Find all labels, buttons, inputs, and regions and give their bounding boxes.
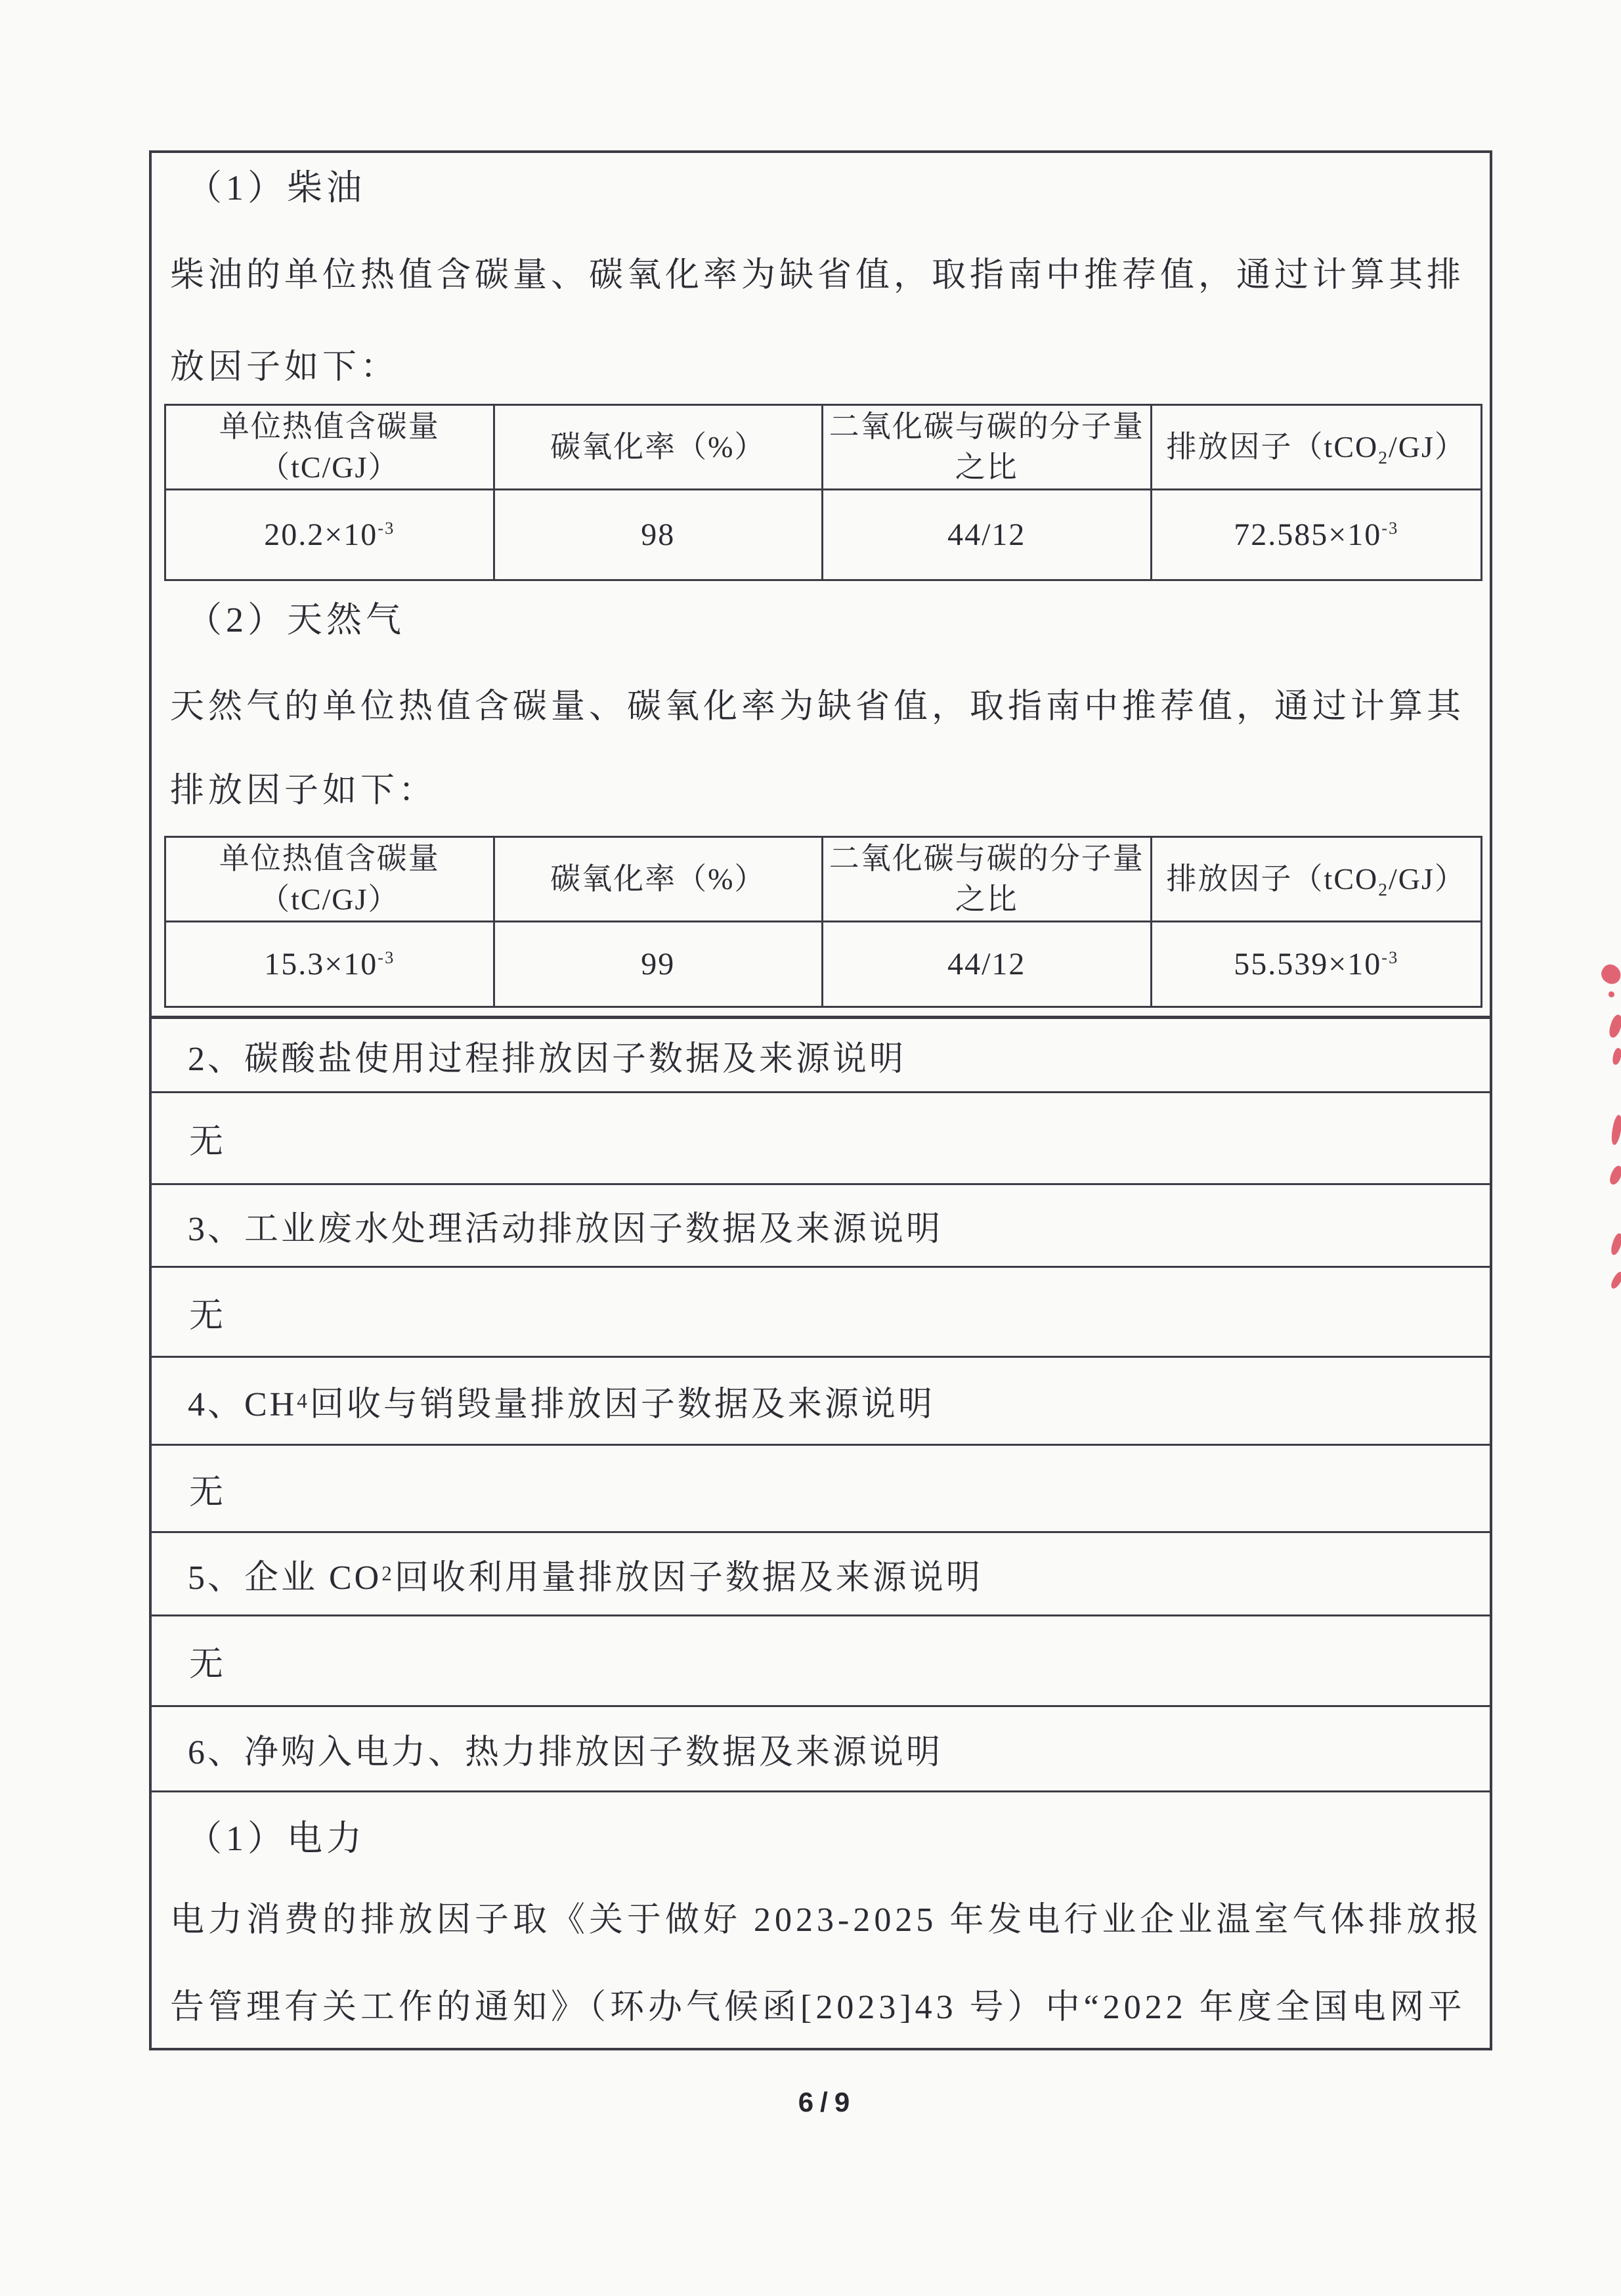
page-number: 6/9 [798, 2087, 857, 2117]
diesel-carbon-content-value: $20.2\times 10^{-3}$ [166, 490, 495, 579]
natural-gas-carbon-content-value: $15.3\times 10^{-3}$ [166, 922, 495, 1006]
header-carbon-oxidation-rate: 碳氧化率（%） [495, 406, 824, 488]
natural-gas-paragraph-line-2: 排放因子如下： [170, 772, 437, 810]
header-carbon-oxidation-rate: 碳氧化率（%） [495, 838, 824, 921]
red-stamp-fragment [1609, 991, 1614, 997]
natural-gas-table-data-row [166, 922, 1481, 1006]
electricity-heading: （1）电力 [186, 1819, 366, 1858]
section-4-value-row [152, 1446, 1490, 1533]
electricity-paragraph-line-2: 告管理有关工作的通知》（环办气候函[2023]43 号）中“2022 年度全国电网平 [170, 1989, 1466, 2026]
natural-gas-paragraph-line-1: 天然气的单位热值含碳量、碳氧化率为缺省值，取指南中推荐值，通过计算其 [170, 688, 1465, 726]
red-stamp-fragment [1610, 1114, 1621, 1146]
diesel-paragraph-line-2: 放因子如下： [170, 349, 399, 386]
diesel-table-data-row [166, 490, 1481, 579]
natural-gas-heading: （2）天然气 [186, 600, 405, 639]
section-2-value-row [152, 1093, 1490, 1185]
header-co2-carbon-molecular-ratio: 二氧化碳与碳的分子量 之比 [823, 838, 1152, 921]
red-stamp-fragment [1611, 1047, 1621, 1066]
natural-gas-molecular-ratio-value: 44/12 [823, 922, 1152, 1006]
section-2-title-row [152, 1019, 1490, 1093]
red-stamp-fragment [1598, 961, 1621, 987]
section-2-value: 无 [189, 1123, 225, 1161]
section-5-value: 无 [189, 1646, 225, 1683]
electricity-paragraph-line-1: 电力消费的排放因子取《关于做好 2023-2025 年发电行业企业温室气体排放报 [170, 1901, 1483, 1939]
section-5-value-row [152, 1616, 1490, 1707]
red-stamp-fragment [1608, 1164, 1621, 1186]
section-2-title: 2、碳酸盐使用过程排放因子数据及来源说明 [188, 1040, 907, 1078]
header-emission-factor: 排放因子（tCO$_2$/GJ） [1166, 862, 1466, 900]
section-5-title: 5、企业 CO 2 回收利用量排放因子数据及来源说明 [188, 1559, 983, 1597]
diesel-heading: （1）柴油 [186, 168, 366, 207]
natural-gas-emission-factor-value: $55.539\times 10^{-3}$ [1234, 946, 1399, 982]
section-4-title: 4、CH 4 回收与销毁量排放因子数据及来源说明 [188, 1386, 935, 1423]
section-4-value: 无 [189, 1473, 225, 1511]
section-3-title: 3、工业废水处理活动排放因子数据及来源说明 [188, 1211, 943, 1248]
red-stamp-fragment [1609, 1232, 1621, 1256]
section-6-title: 6、净购入电力、热力排放因子数据及来源说明 [188, 1734, 943, 1771]
section-3-title-row [152, 1185, 1490, 1268]
section-5-title-row [152, 1533, 1490, 1616]
red-stamp-fragment [1607, 1013, 1621, 1039]
header-emission-factor: 排放因子（tCO$_2$/GJ） [1166, 430, 1466, 468]
diesel-oxidation-rate-value: 98 [495, 490, 824, 579]
header-co2-carbon-molecular-ratio: 二氧化碳与碳的分子量 之比 [823, 406, 1152, 488]
section-3-value-row [152, 1268, 1490, 1358]
header-heat-carbon-content: 单位热值含碳量 （tC/GJ） [166, 838, 495, 921]
diesel-table-header-row [166, 406, 1481, 490]
diesel-paragraph-line-1: 柴油的单位热值含碳量、碳氧化率为缺省值，取指南中推荐值，通过计算其排 [170, 257, 1465, 294]
red-stamp-fragment [1609, 1270, 1621, 1290]
natural-gas-factor-table [164, 836, 1482, 1008]
section-3-value: 无 [189, 1297, 225, 1335]
diesel-molecular-ratio-value: 44/12 [823, 490, 1152, 579]
header-heat-carbon-content: 单位热值含碳量 （tC/GJ） [166, 406, 495, 488]
section-4-title-row [152, 1358, 1490, 1446]
fuel-emission-factor-cell [152, 153, 1490, 1019]
natural-gas-oxidation-rate-value: 99 [495, 922, 824, 1006]
electricity-cell [152, 1792, 1490, 2048]
diesel-factor-table [164, 404, 1482, 581]
section-6-title-row [152, 1707, 1490, 1792]
diesel-emission-factor-value: $72.585\times 10^{-3}$ [1234, 517, 1399, 552]
natural-gas-table-header-row [166, 838, 1481, 922]
emission-factor-report-table [149, 150, 1492, 2050]
